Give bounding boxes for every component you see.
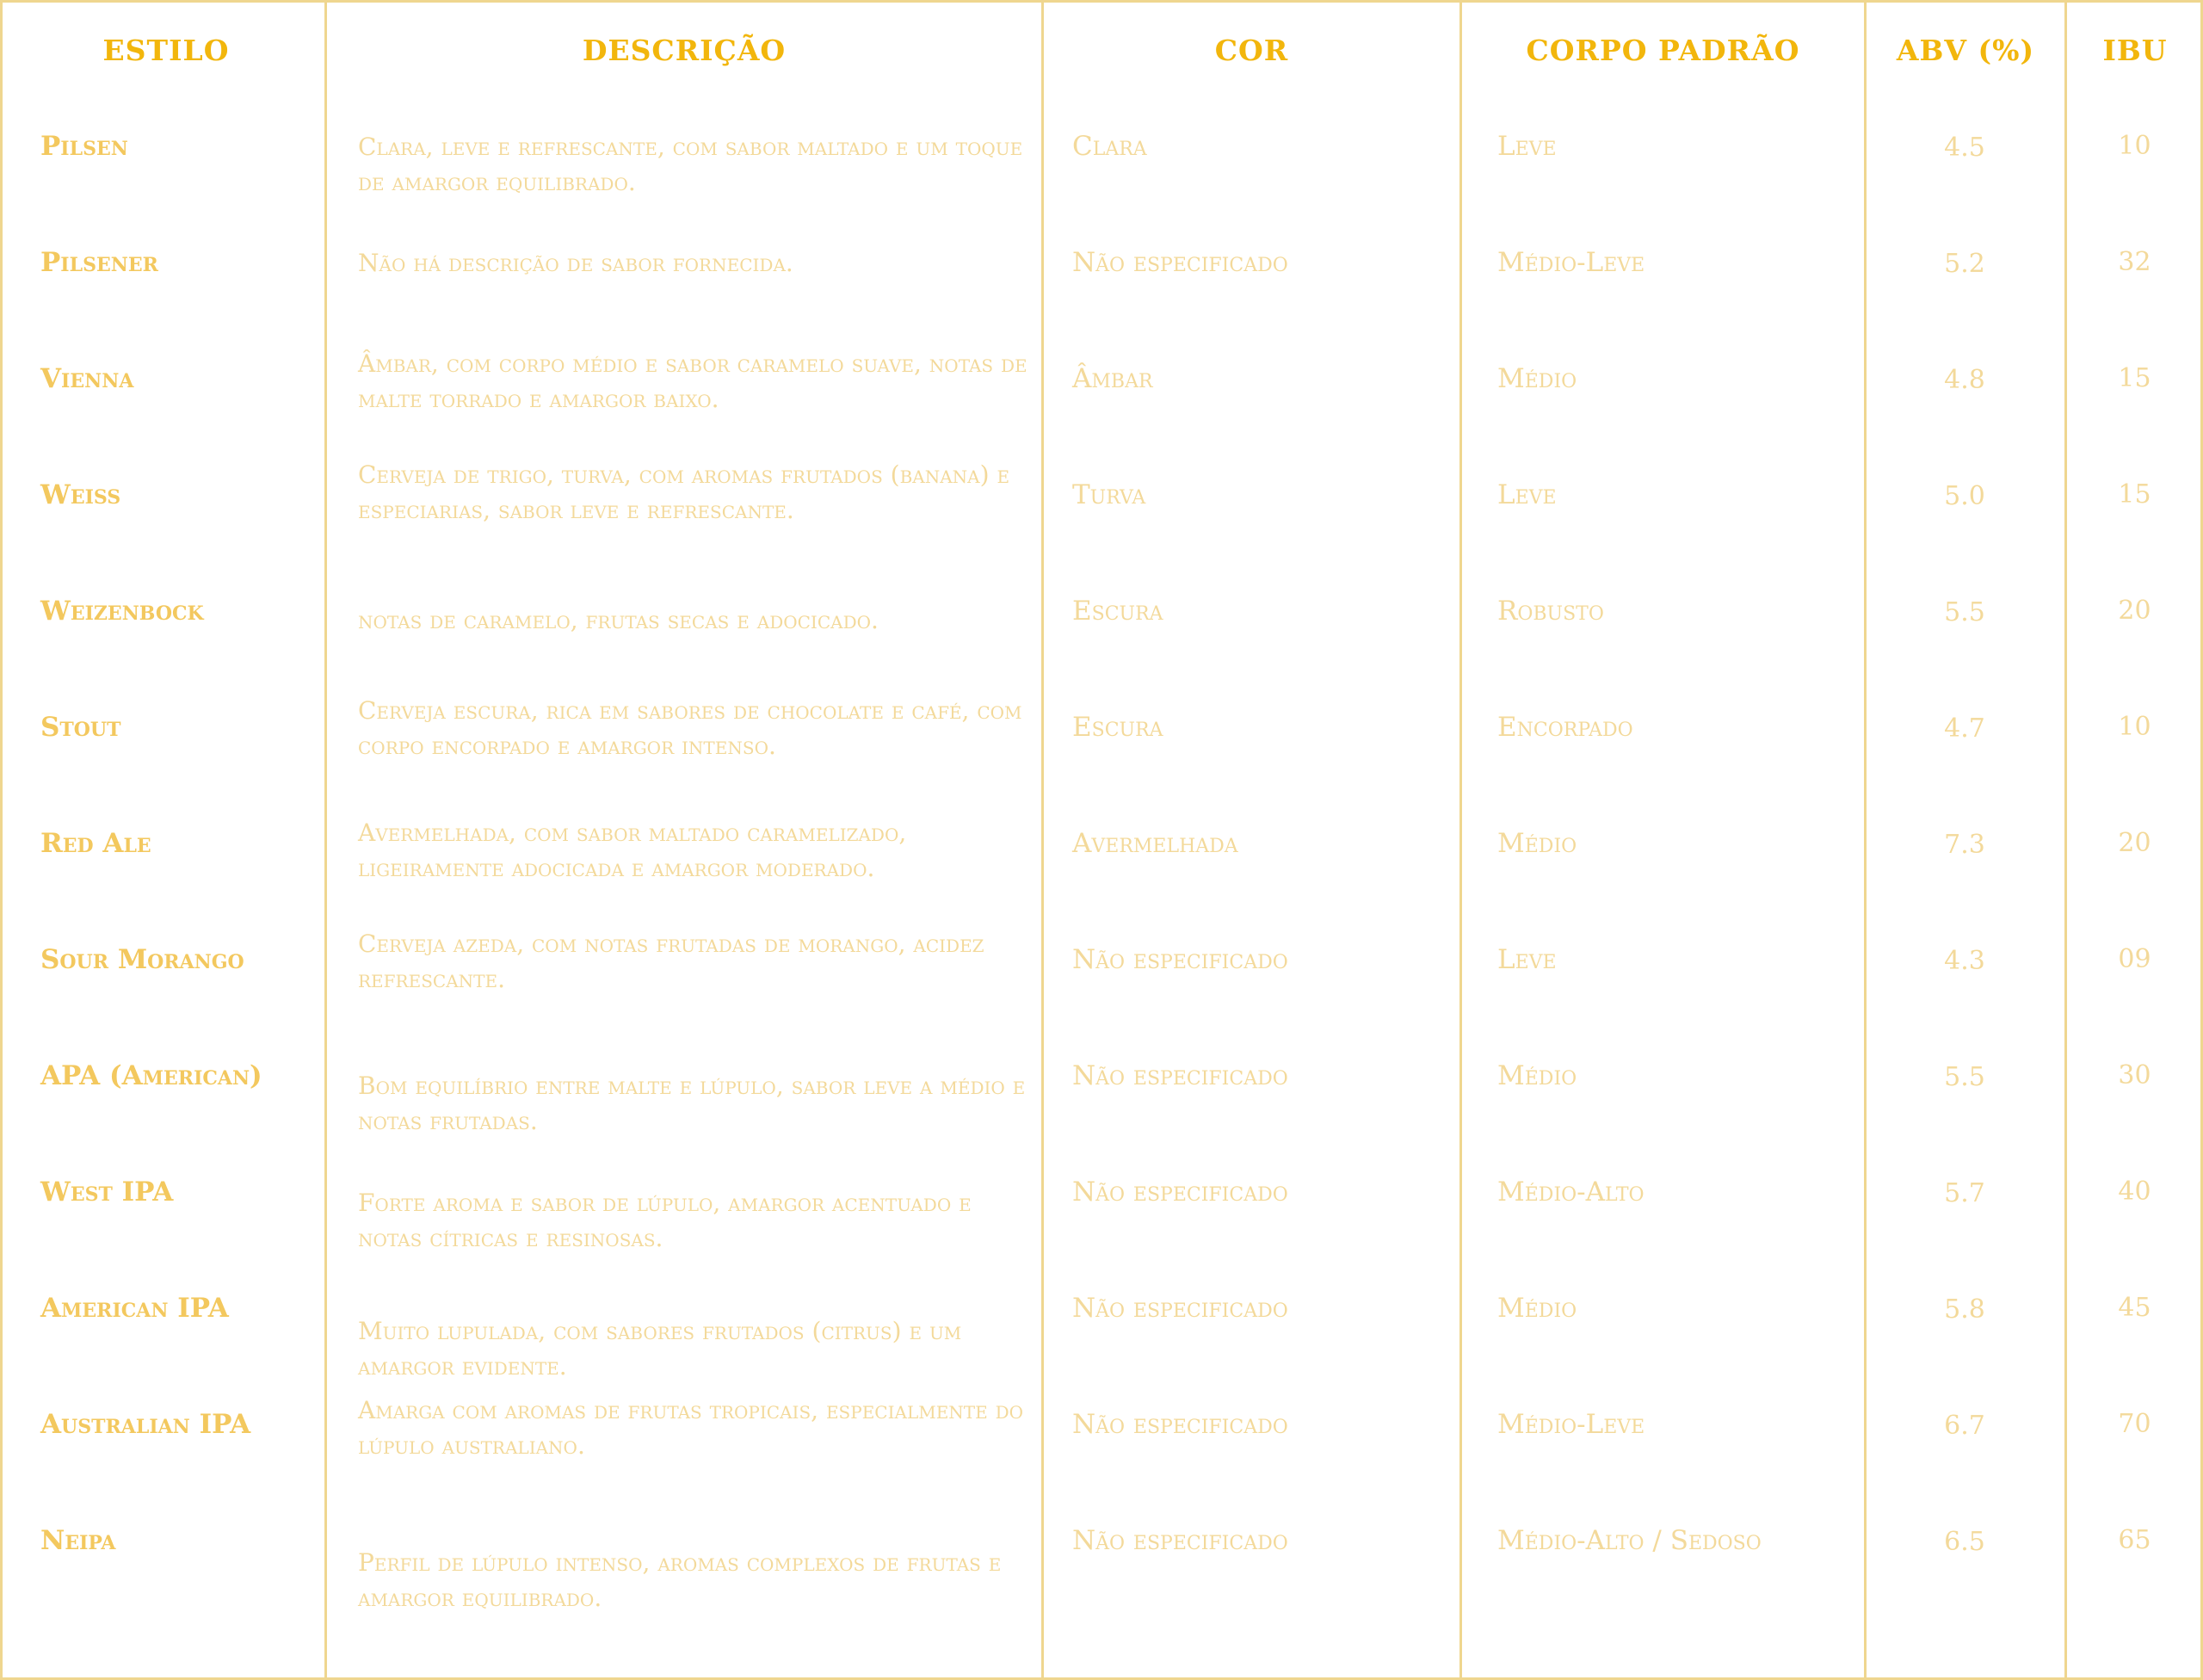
style-abv: 4.8 [1944,365,1985,395]
style-abv: 5.2 [1944,249,1985,279]
table-row [3,460,2203,594]
style-color: Não especificado [1072,1177,1288,1208]
table-row [3,1396,2203,1523]
table-row [3,594,2203,710]
style-description: Amarga com aromas de frutas tropicais, especialmente do lúpulo australiano. [358,1396,1024,1460]
style-ibu: 20 [2118,596,2151,626]
style-name: Weiss [40,479,121,510]
style-ibu: 10 [2118,712,2151,742]
style-ibu: 20 [2118,828,2151,858]
style-ibu: 15 [2118,363,2151,393]
style-name: Neipa [40,1525,116,1556]
style-abv: 5.7 [1944,1178,1985,1208]
style-abv: 7.3 [1944,830,1985,860]
style-description: Não há descrição de sabor fornecida. [358,249,793,277]
style-ibu: 65 [2118,1525,2151,1555]
style-description: Perfil de lúpulo intenso, aromas complexos de frutas e amargor equilibrado. [358,1548,1002,1612]
style-name: Red Ale [40,828,151,859]
style-abv: 5.0 [1944,481,1985,511]
style-color: Não especificado [1072,1525,1288,1556]
style-description: Muito lupulada, com sabores frutados (citrus) e um amargor evidente. [358,1317,962,1380]
style-abv: 5.5 [1944,597,1985,627]
style-body: Médio [1497,1060,1577,1091]
style-body: Robusto [1497,596,1604,627]
header-descricao: DESCRIÇÃO [582,33,787,67]
style-body: Leve [1497,479,1557,510]
table-row [3,818,2203,942]
style-body: Leve [1497,131,1557,162]
style-name: American IPA [40,1293,229,1324]
style-abv: 4.3 [1944,946,1985,976]
style-body: Leve [1497,944,1557,975]
table-row [3,245,2203,361]
style-body: Médio-Leve [1497,1409,1645,1440]
style-body: Médio-Alto [1497,1177,1645,1208]
style-abv: 5.5 [1944,1062,1985,1092]
style-color: Não especificado [1072,1060,1288,1091]
style-color: Não especificado [1072,1409,1288,1440]
header-estilo: ESTILO [102,33,230,67]
style-color: Avermelhada [1072,828,1238,859]
style-name: Vienna [40,363,134,394]
style-abv: 5.8 [1944,1294,1985,1325]
style-body: Médio [1497,828,1577,859]
style-color: Turva [1072,479,1146,510]
style-ibu: 15 [2118,479,2151,510]
style-color: Não especificado [1072,944,1288,975]
header-abv: ABV (%) [1896,33,2035,67]
style-color: Não especificado [1072,1293,1288,1324]
style-name: Sour Morango [40,944,244,975]
style-abv: 6.7 [1944,1411,1985,1441]
style-color: Escura [1072,712,1163,743]
table-row [3,1523,2203,1640]
table-row [3,1291,2203,1407]
header-cor: COR [1214,33,1289,67]
style-description: Cerveja escura, rica em sabores de chocolate e café, com corpo encorpado e amargor intenso. [358,696,1022,760]
style-name: Pilsen [40,131,128,162]
style-name: Stout [40,712,121,743]
table-row [3,696,2203,826]
style-body: Médio-Alto / Sedoso [1497,1525,1762,1556]
style-description: Forte aroma e sabor de lúpulo, amargor acentuado e notas cítricas e resinosas. [358,1189,972,1252]
style-name: West IPA [40,1177,174,1208]
style-color: Escura [1072,596,1163,627]
header-corpo-padrao: CORPO PADRÃO [1526,33,1800,67]
style-description: Cerveja de trigo, turva, com aromas frutados (banana) e especiarias, sabor leve e refrescante. [358,460,1010,524]
style-description: Âmbar, com corpo médio e sabor caramelo suave, notas de malte torrado e amargor baixo. [358,349,1027,413]
style-abv: 4.5 [1944,133,1985,163]
style-color: Clara [1072,131,1147,162]
style-description: Clara, leve e refrescante, com sabor maltado e um toque de amargor equilibrado. [358,133,1023,196]
header-ibu: IBU [2102,33,2168,67]
table-row [3,349,2203,478]
style-description: Bom equilíbrio entre malte e lúpulo, sabor leve a médio e notas frutadas. [358,1072,1026,1135]
style-ibu: 40 [2118,1177,2151,1207]
style-description: Cerveja azeda, com notas frutadas de morango, acidez refrescante. [358,930,984,993]
style-ibu: 10 [2118,131,2151,161]
style-body: Médio [1497,363,1577,394]
style-color: Não especificado [1072,247,1288,278]
style-body: Médio [1497,1293,1577,1324]
style-ibu: 32 [2118,247,2151,277]
style-abv: 6.5 [1944,1527,1985,1557]
table-row [3,129,2203,245]
style-abv: 4.7 [1944,713,1985,744]
style-name: Australian IPA [40,1409,251,1440]
style-ibu: 30 [2118,1060,2151,1090]
style-body: Médio-Leve [1497,247,1645,278]
style-ibu: 45 [2118,1293,2151,1323]
style-ibu: 70 [2118,1409,2151,1439]
style-ibu: 09 [2118,944,2151,974]
style-color: Âmbar [1072,363,1153,394]
style-description: Avermelhada, com sabor maltado caramelizado, ligeiramente adocicada e amargor moderado. [358,818,907,882]
table-row [3,930,2203,1059]
style-name: Weizenbock [40,596,204,627]
style-body: Encorpado [1497,712,1633,743]
table-row [3,1059,2203,1175]
style-name: Pilsener [40,247,158,278]
table-row [3,1175,2203,1291]
style-description: notas de caramelo, frutas secas e adocicado. [358,606,879,634]
style-name: APA (American) [40,1060,262,1091]
